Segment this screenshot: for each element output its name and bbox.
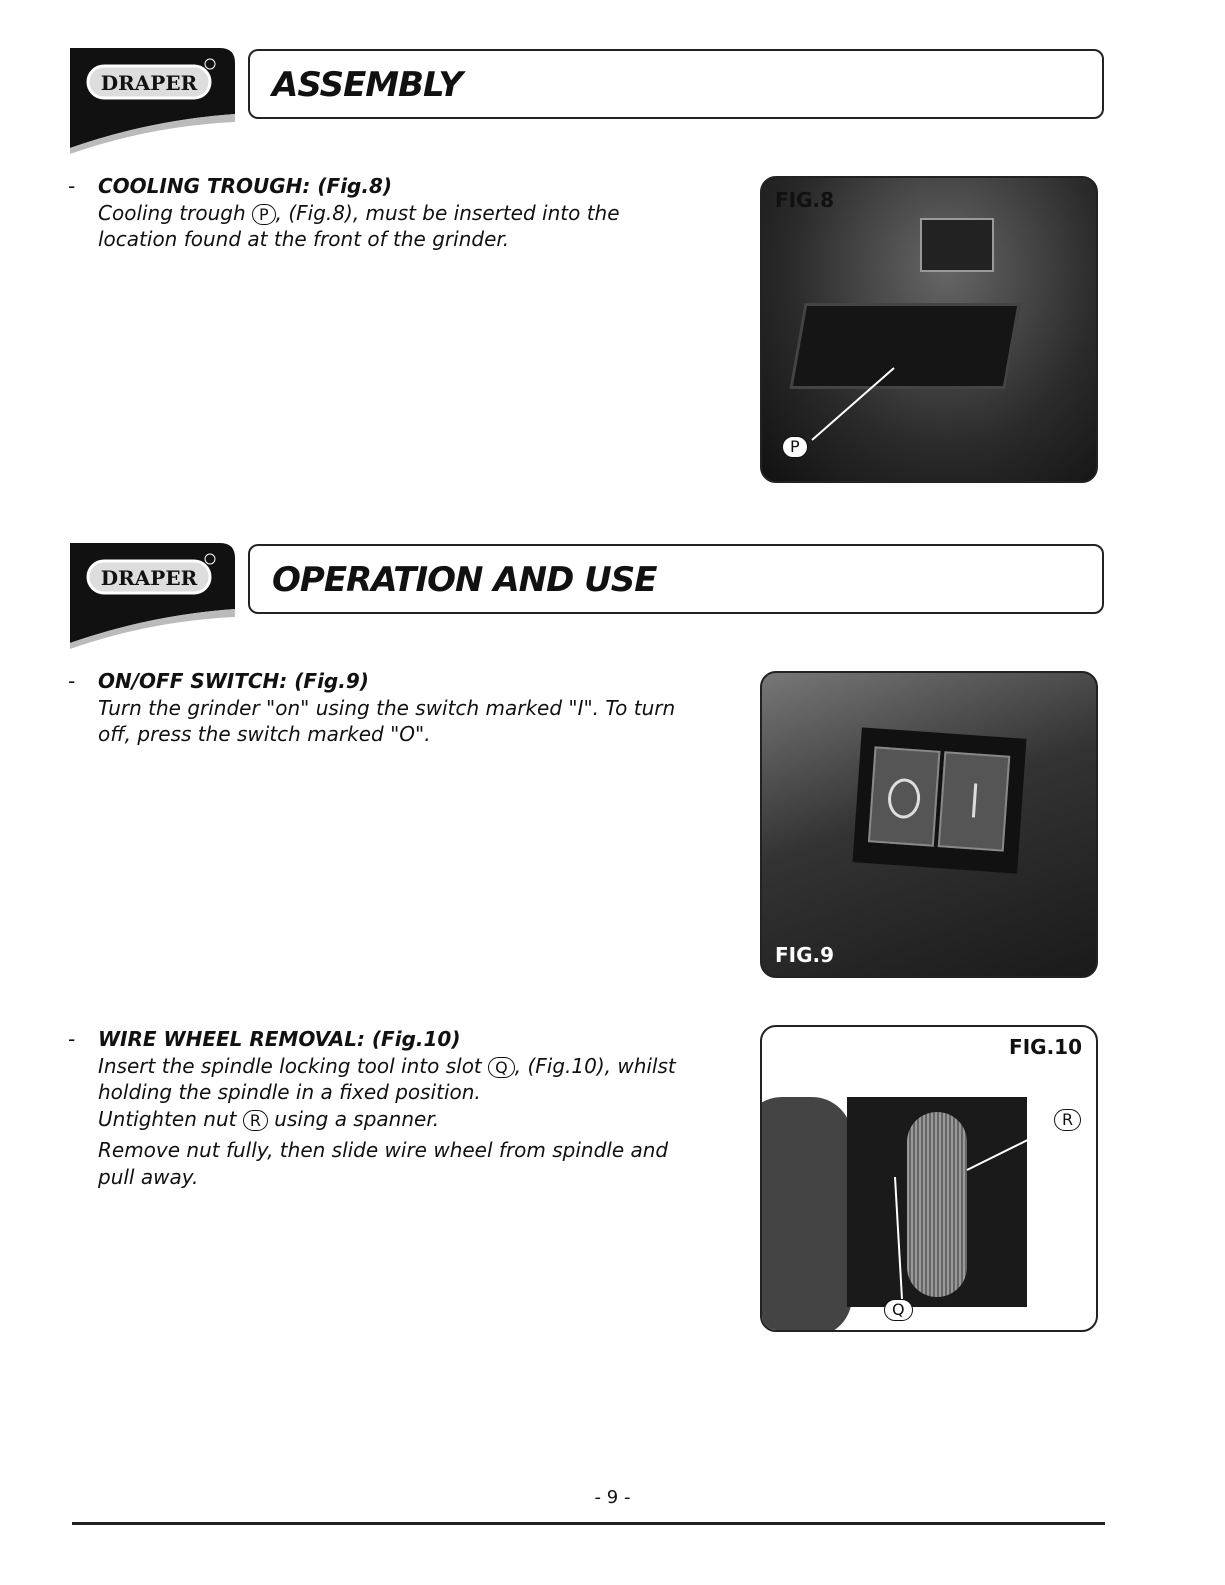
draper-logo xyxy=(70,543,235,651)
section-title: OPERATION AND USE xyxy=(272,560,657,600)
draper-logo xyxy=(70,48,235,156)
section-header-assembly xyxy=(248,49,1104,119)
svg-text:DRAPER: DRAPER xyxy=(100,566,198,590)
ref-marker: P xyxy=(252,204,276,225)
figure-label: FIG.9 xyxy=(775,943,835,967)
section-title: ASSEMBLY xyxy=(272,65,463,105)
callout-r: R xyxy=(1054,1109,1081,1131)
cooling-trough-section: - COOLING TROUGH: (Fig.8) Cooling trough P , (Fig.8), must be inserted into the location found at the front of the grinder. xyxy=(68,173,678,253)
svg-text:DRAPER: DRAPER xyxy=(100,71,198,95)
callout-p: P xyxy=(782,436,808,458)
figure-label: FIG.8 xyxy=(775,188,835,212)
figure-10 xyxy=(760,1025,1098,1332)
footer-rule xyxy=(72,1522,1105,1525)
figure-9 xyxy=(760,671,1098,978)
ref-marker: R xyxy=(243,1110,268,1131)
figure-8 xyxy=(760,176,1098,483)
item-heading: WIRE WHEEL REMOVAL: (Fig.10) xyxy=(98,1027,461,1051)
item-heading: COOLING TROUGH: (Fig.8) xyxy=(98,174,393,198)
figure-label: FIG.10 xyxy=(1009,1035,1082,1059)
callout-q: Q xyxy=(884,1299,913,1321)
wire-wheel-removal-section: - WIRE WHEEL REMOVAL: (Fig.10) Insert the spindle locking tool into slot Q , (Fig.10), whilst holding the spindle in a fixed position. Untighten nut R using a spanner. Remove nut fully, then slide wire wheel from spindle and pull away. xyxy=(68,1026,678,1190)
ref-marker: Q xyxy=(488,1057,515,1078)
item-heading: ON/OFF SWITCH: (Fig.9) xyxy=(98,669,369,693)
page-number: - 9 - xyxy=(594,1487,631,1508)
on-off-switch-section: - ON/OFF SWITCH: (Fig.9) Turn the grinder "on" using the switch marked "I". To turn off, press the switch marked "O". xyxy=(68,668,678,748)
section-header-operation xyxy=(248,544,1104,614)
